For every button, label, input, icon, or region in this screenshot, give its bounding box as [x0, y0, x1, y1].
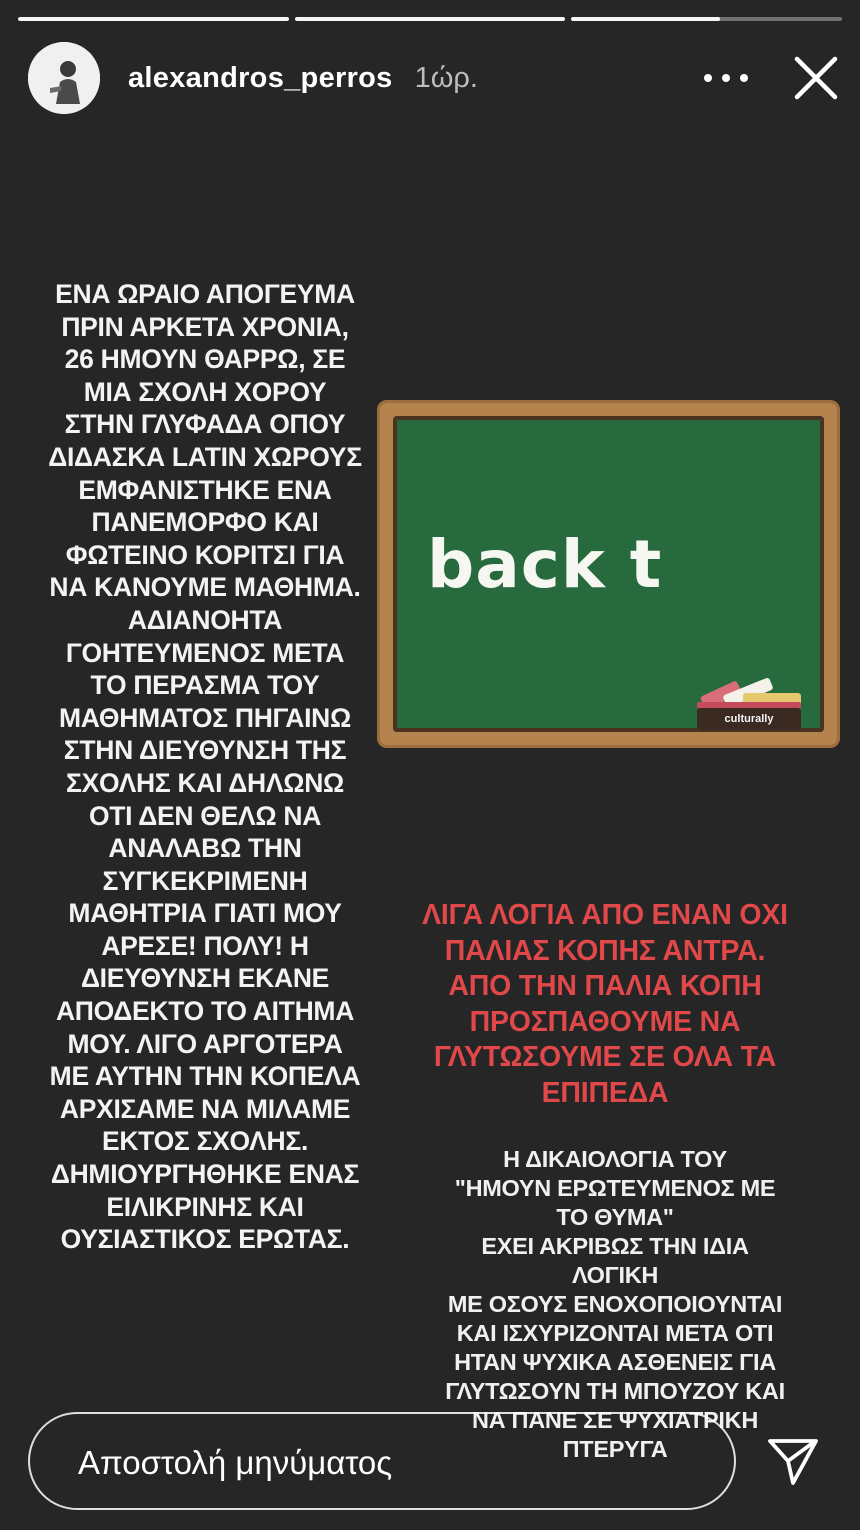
- story-text-line: ΑΡΧΙΣΑΜΕ ΝΑ ΜΙΛΑΜΕ: [59, 1093, 351, 1124]
- story-text-line: ΜΕ ΑΥΤΗΝ ΤΗΝ ΚΟΠΕΛΑ: [49, 1061, 361, 1092]
- story-text-line: ΔΙΕΥΘΥΝΣΗ ΕΚΑΝΕ: [80, 963, 330, 994]
- story-text-line: ΔΗΜΙΟΥΡΓΗΘΗΚΕ ΕΝΑΣ: [50, 1159, 360, 1190]
- story-text-line: ΜΑΘΗΜΑΤΟΣ ΠΗΓΑΙΝΩ: [59, 702, 351, 733]
- chalkboard-surface: [393, 416, 824, 732]
- story-text-line: ΑΝΑΛΑΒΩ ΤΗΝ: [108, 833, 302, 864]
- story-left-text: [38, 278, 372, 1256]
- story-text-line: ΕΜΦΑΝΙΣΤΗΚΕ ΕΝΑ: [78, 474, 332, 505]
- story-text-line: ΟΥΣΙΑΣΤΙΚΟΣ ΕΡΩΤΑΣ.: [60, 1224, 350, 1255]
- message-input-placeholder: Αποστολή μηνύματος: [78, 1444, 393, 1481]
- story-text-line: ΑΔΙΑΝΟΗΤΑ: [127, 604, 283, 635]
- story-text-line: Η ΔΙΚΑΙΟΛΟΓΙΑ ΤΟΥ: [503, 1146, 727, 1172]
- story-text-line: ΠΑΛΙΑΣ ΚΟΠΗΣ ΑΝΤΡΑ.: [444, 934, 766, 967]
- username[interactable]: alexandros_perros: [128, 61, 393, 94]
- progress-segment: [18, 17, 289, 21]
- story-text-line: ΣΤΗΝ ΓΛΥΦΑΔΑ ΟΠΟΥ: [64, 409, 346, 440]
- story-red-text: [395, 898, 815, 1111]
- story-text-line: ΓΛΥΤΩΣΟΥΝ ΤΗ ΜΠΟΥΖΟΥ ΚΑΙ: [445, 1378, 785, 1404]
- more-options-icon[interactable]: [704, 58, 748, 98]
- profile-photo-icon[interactable]: [28, 42, 100, 114]
- story-text-line: "ΗΜΟΥΝ ΕΡΩΤΕΥΜΕΝΟΣ ΜΕ: [454, 1175, 776, 1201]
- story-text-line: ΚΑΙ ΙΣΧΥΡΙΖΟΝΤΑΙ ΜΕΤΑ ΟΤΙ: [456, 1320, 774, 1346]
- story-text-line: ΛΙΓΑ ΛΟΓΙΑ ΑΠΟ ΕΝΑΝ ΟΧΙ: [422, 899, 788, 931]
- story-text-line: ΣΥΓΚΕΚΡΙΜΕΝΗ: [102, 865, 308, 896]
- chalkboard-image: [377, 400, 840, 748]
- story-text-line: ΜΑΘΗΤΡΙΑ ΓΙΑΤΙ ΜΟΥ: [68, 898, 342, 929]
- story-text-line: ΜΕ ΟΣΟΥΣ ΕΝΟΧΟΠΟΙΟΥΝΤΑΙ: [447, 1291, 783, 1317]
- message-input[interactable]: [28, 1412, 736, 1510]
- story-text-line: ΕΚΤΟΣ ΣΧΟΛΗΣ.: [101, 1126, 309, 1157]
- story-text-line: ΛΟΓΙΚΗ: [571, 1262, 659, 1288]
- story-text-line: ΕΧΕΙ ΑΚΡΙΒΩΣ ΤΗΝ ΙΔΙΑ: [481, 1233, 749, 1259]
- story-text-line: ΦΩΤΕΙΝΟ ΚΟΡΙΤΣΙ ΓΙΑ: [65, 539, 345, 570]
- logo-text: culturally: [724, 713, 774, 725]
- story-text-line: ΑΠΟ ΤΗΝ ΠΑΛΙΑ ΚΟΠΗ: [448, 970, 762, 1002]
- story-progress-bar: [18, 17, 842, 22]
- close-icon[interactable]: [792, 54, 840, 102]
- story-text-line: ΝΑ ΠΑΝΕ ΣΕ ΨΥΧΙΑΤΡΙΚΗ: [471, 1407, 758, 1433]
- story-text-line: ΤΟ ΘΥΜΑ": [556, 1204, 674, 1230]
- story-text-line: ΓΟΗΤΕΥΜΕΝΟΣ ΜΕΤΑ: [65, 637, 345, 668]
- story-text-line: ΕΙΛΙΚΡΙΝΗΣ ΚΑΙ: [106, 1191, 304, 1222]
- culturally-logo: [697, 708, 801, 730]
- story-text-line: ΓΛΥΤΩΣΟΥΜΕ ΣΕ ΟΛΑ ΤΑ: [433, 1041, 777, 1073]
- progress-segment: [295, 17, 566, 21]
- story-text-line: ΑΡΕΣΕ! ΠΟΛΥ! Η: [101, 930, 309, 961]
- story-text-line: ΔΙΔΑΣΚΑ LATIN ΧΩΡΟΥΣ: [48, 441, 362, 472]
- story-text-line: ΗΤΑΝ ΨΥΧΙΚΑ ΑΣΘΕΝΕΙΣ ΓΙΑ: [454, 1349, 776, 1375]
- story-text-line: ΑΠΟΔΕΚΤΟ ΤΟ ΑΙΤΗΜΑ: [55, 996, 355, 1027]
- progress-segment-active: [571, 17, 842, 21]
- send-icon[interactable]: [766, 1437, 820, 1487]
- story-header: [28, 40, 840, 116]
- story-text-line: ΠΤΕΡΥΓΑ: [562, 1436, 668, 1462]
- story-text-line: ΠΡΙΝ ΑΡΚΕΤΑ ΧΡΟΝΙΑ,: [61, 311, 349, 342]
- story-text-line: ΕΠΙΠΕΔΑ: [541, 1076, 669, 1109]
- story-text-line: ΜΟΥ. ΛΙΓΟ ΑΡΓΟΤΕΡΑ: [67, 1028, 343, 1059]
- story-text-line: ΠΑΝΕΜΟΡΦΟ ΚΑΙ: [91, 507, 319, 538]
- story-text-line: ΣΤΗΝ ΔΙΕΥΘΥΝΣΗ ΤΗΣ: [63, 735, 347, 766]
- post-time: 1ώρ.: [414, 61, 478, 94]
- story-text-line: ΕΝΑ ΩΡΑΙΟ ΑΠΟΓΕΥΜΑ: [55, 279, 355, 309]
- story-text-line: ΣΧΟΛΗΣ ΚΑΙ ΔΗΛΩΝΩ: [66, 767, 344, 798]
- chalkboard-text: back t: [427, 526, 663, 603]
- story-text-line: ΤΟ ΠΕΡΑΣΜΑ ΤΟΥ: [90, 670, 320, 701]
- story-text-line: ΠΡΟΣΠΑΘΟΥΜΕ ΝΑ: [469, 1005, 741, 1038]
- story-text-line: ΝΑ ΚΑΝΟΥΜΕ ΜΑΘΗΜΑ.: [49, 572, 361, 603]
- story-text-line: 26 ΗΜΟΥΝ ΘΑΡΡΩ, ΣΕ: [64, 344, 346, 375]
- story-text-line: ΜΙΑ ΣΧΟΛΗ ΧΟΡΟΥ: [83, 376, 327, 407]
- story-text-line: ΟΤΙ ΔΕΝ ΘΕΛΩ ΝΑ: [88, 800, 322, 831]
